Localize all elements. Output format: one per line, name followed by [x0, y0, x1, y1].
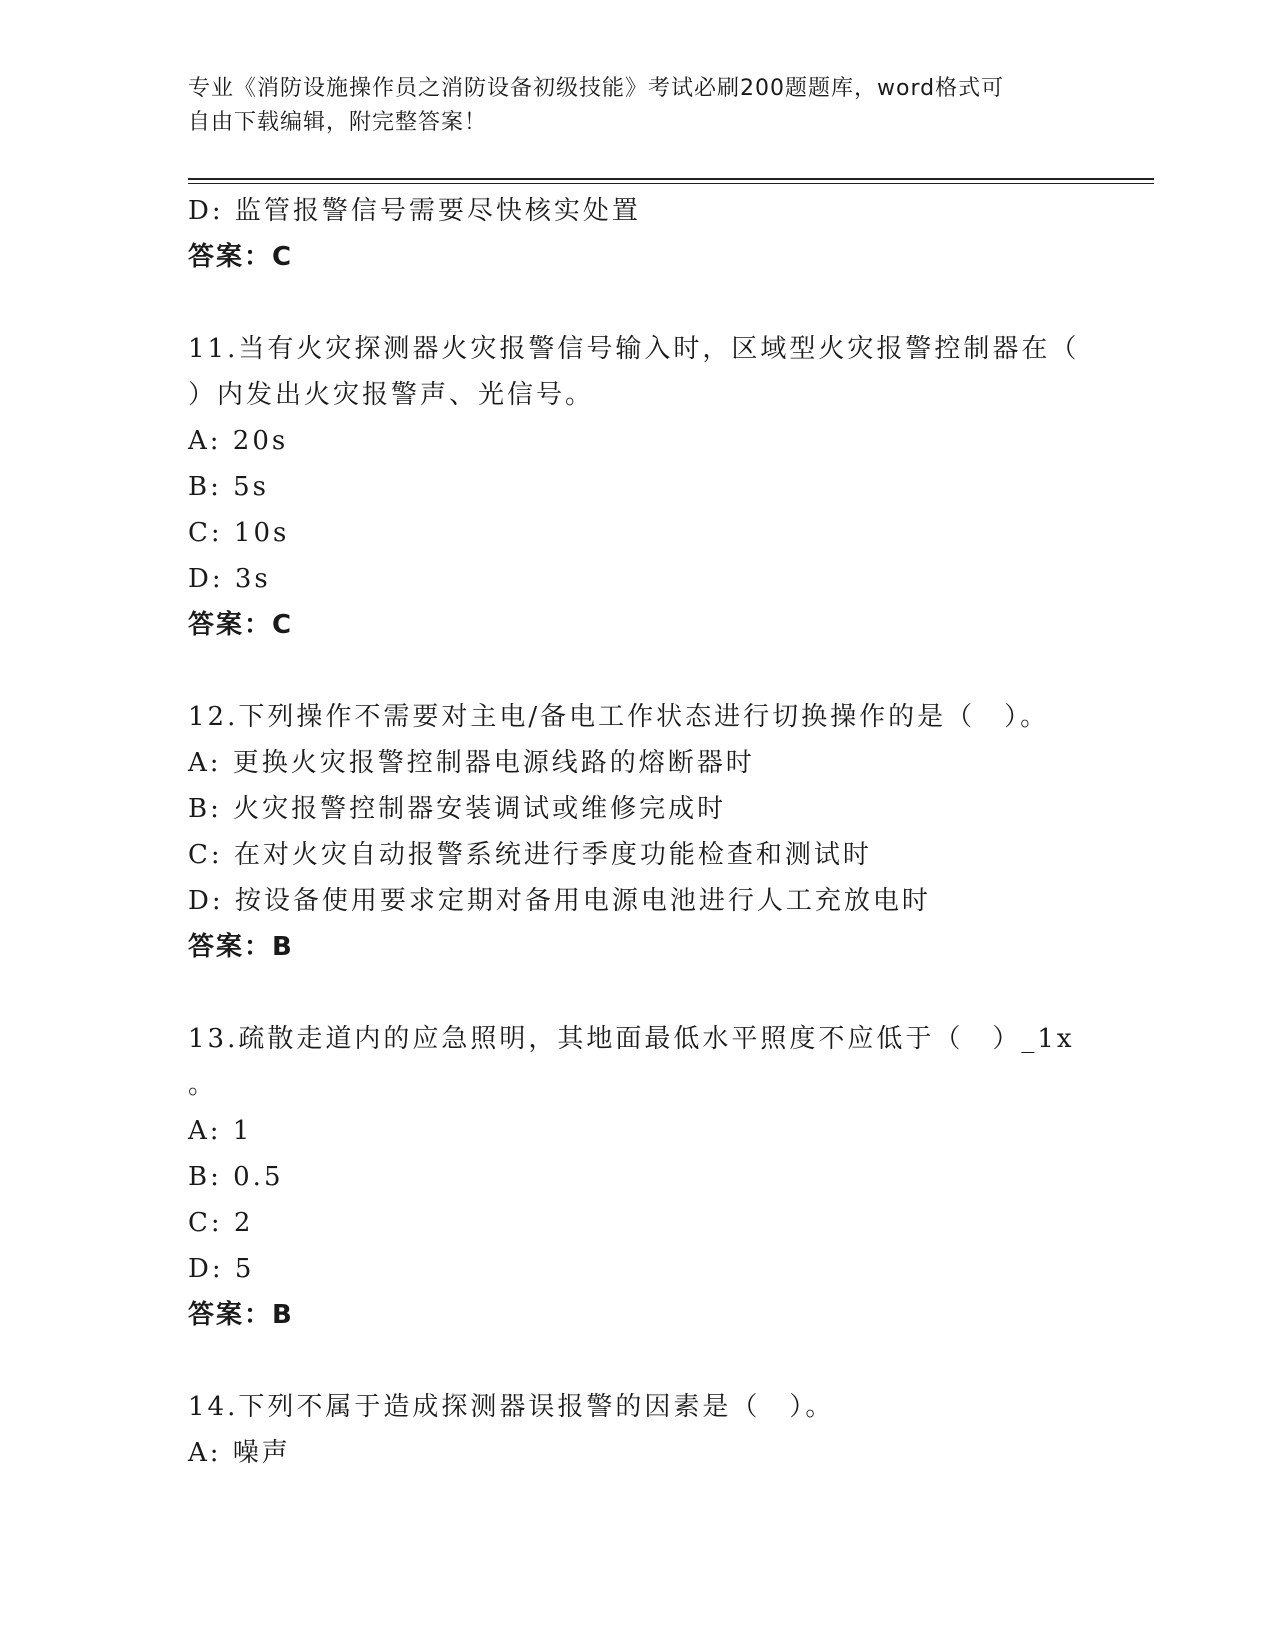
header-divider — [188, 178, 1154, 180]
q13-option-b: B: 0.5 — [188, 1162, 284, 1192]
document-header — [188, 72, 1068, 140]
q13-answer: 答案：B — [188, 1300, 294, 1330]
q11-title-line-2: ）内发出火灾报警声、光信号。 — [188, 380, 595, 410]
q13-title-line-2: 。 — [188, 1070, 218, 1100]
q11-title-line-1: 11.当有火灾探测器火灾报警信号输入时，区域型火灾报警控制器在（ — [188, 334, 1080, 364]
spacer — [188, 1338, 1148, 1384]
q13-option-d: D: 5 — [188, 1254, 255, 1284]
q10-option-d: D: 监管报警信号需要尽快核实处置 — [188, 196, 641, 226]
q14-title-line-1: 14.下列不属于造成探测器误报警的因素是（ ）。 — [188, 1392, 835, 1422]
q11-option-d: D: 3s — [188, 564, 271, 594]
header-divider-thin — [188, 183, 1154, 184]
q13-title-line-1: 13.疏散走道内的应急照明，其地面最低水平照度不应低于（ ）_1x — [188, 1024, 1075, 1054]
spacer — [188, 280, 1148, 326]
q14-title — [188, 1384, 1088, 1430]
spacer — [188, 648, 1148, 694]
q11-title — [188, 326, 1088, 418]
q12-answer: 答案：B — [188, 932, 294, 962]
q11-option-a: A: 20s — [188, 426, 289, 456]
q12-option-a: A: 更换火灾报警控制器电源线路的熔断器时 — [188, 748, 755, 778]
q12-option-d: D: 按设备使用要求定期对备用电源电池进行人工充放电时 — [188, 886, 931, 916]
q13-option-a: A: 1 — [188, 1116, 253, 1146]
q12-title — [188, 694, 1088, 740]
q12-title-line-1: 12.下列操作不需要对主电/备电工作状态进行切换操作的是（ ）。 — [188, 702, 1050, 732]
q13-option-c: C: 2 — [188, 1208, 254, 1238]
q14-option-a: A: 噪声 — [188, 1438, 291, 1468]
header-title-line-1: 专业《消防设施操作员之消防设备初级技能》考试必刷200题题库，word格式可 — [188, 76, 1005, 101]
q13-title — [188, 1016, 1088, 1108]
q11-option-c: C: 10s — [188, 518, 290, 548]
header-title-line-2: 自由下载编辑，附完整答案！ — [188, 110, 488, 135]
question-content — [188, 188, 1148, 1476]
spacer — [188, 970, 1148, 1016]
q12-option-c: C: 在对火灾自动报警系统进行季度功能检查和测试时 — [188, 840, 872, 870]
q11-option-b: B: 5s — [188, 472, 270, 502]
q11-answer: 答案：C — [188, 610, 294, 640]
q12-option-b: B: 火灾报警控制器安装调试或维修完成时 — [188, 794, 727, 824]
q10-answer: 答案：C — [188, 242, 294, 272]
